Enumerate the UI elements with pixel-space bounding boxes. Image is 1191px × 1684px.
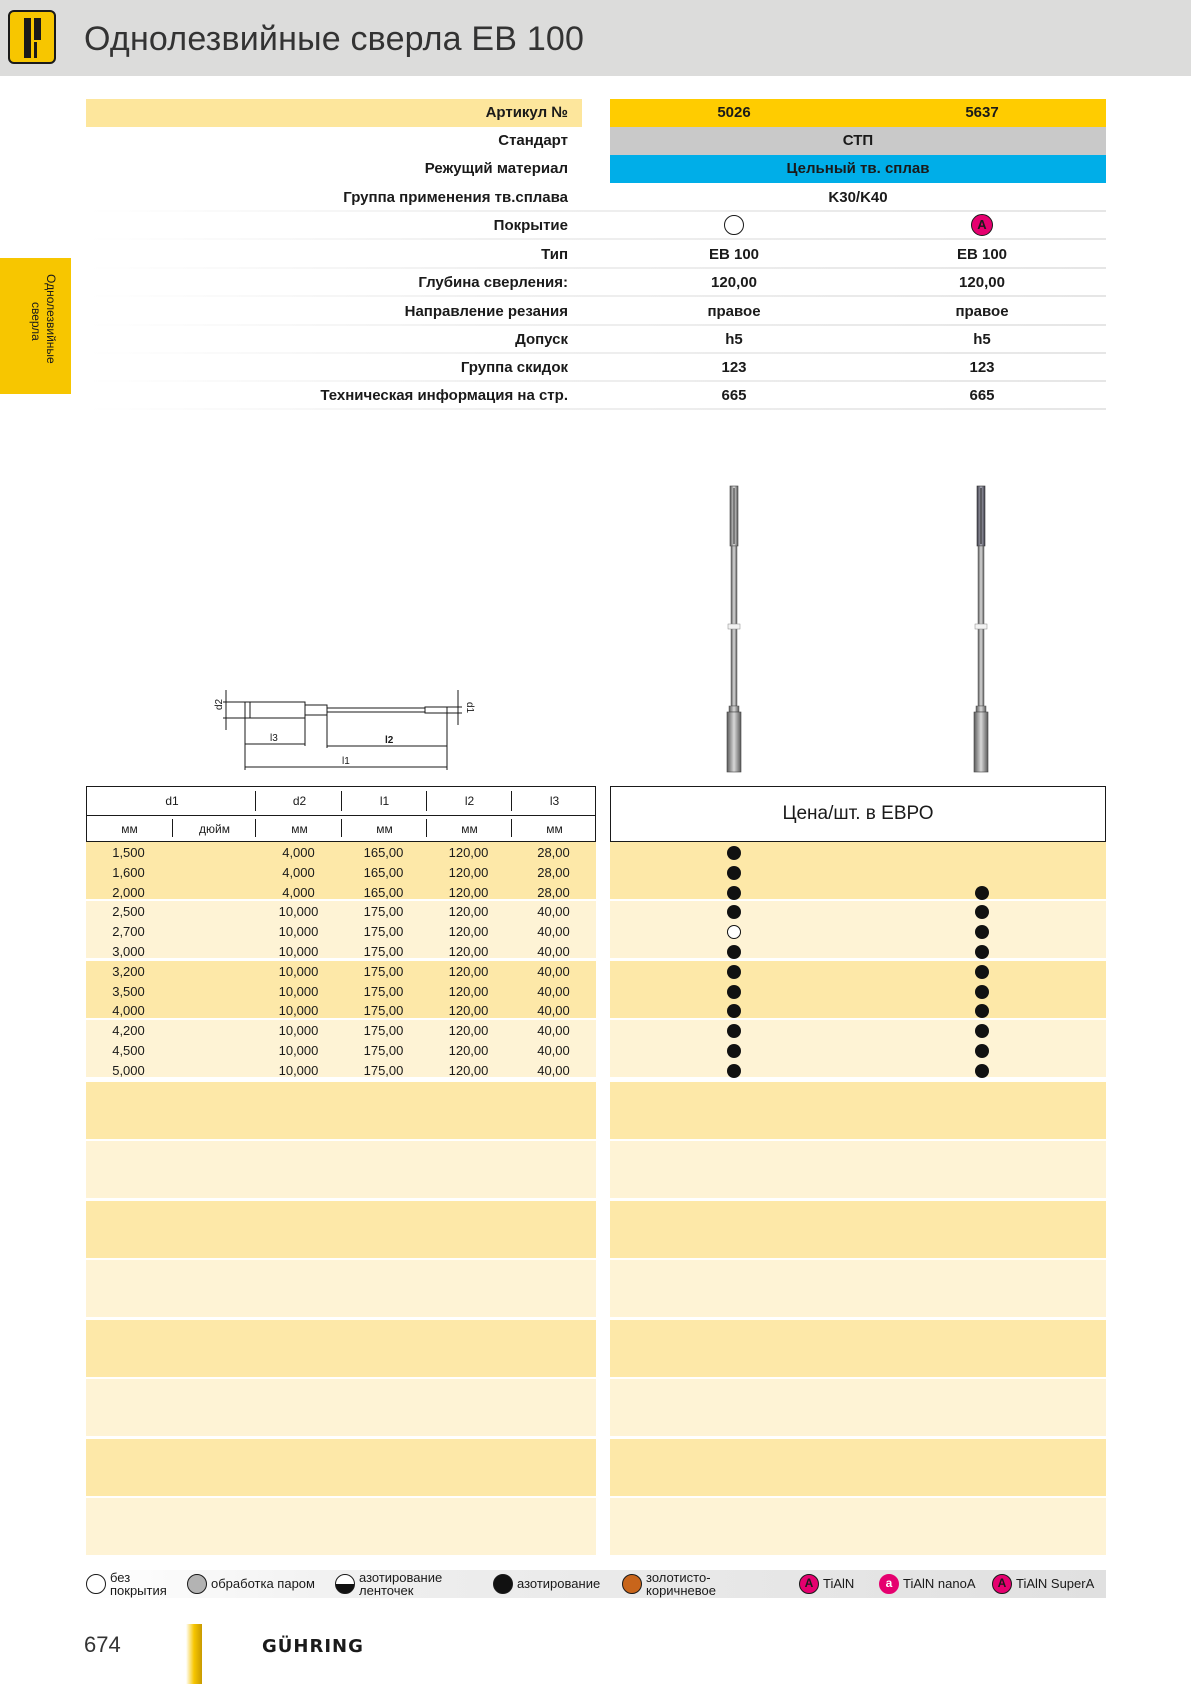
availability-row (610, 982, 1106, 1002)
table-row (86, 1001, 596, 1021)
band (610, 1082, 1106, 1139)
availability-row (610, 843, 1106, 863)
cell-l1: 175,00 (363, 1003, 404, 1018)
cell-l2: 120,00 (448, 984, 489, 999)
available-icon (975, 1044, 989, 1058)
cell-l3: 40,00 (537, 964, 570, 979)
available-icon (727, 846, 741, 860)
cell-l2: 120,00 (448, 885, 489, 900)
legend-strip-line1: азотирование (359, 1570, 443, 1585)
cell-d1: 5,000 (112, 1063, 145, 1078)
available-icon (727, 1024, 741, 1038)
available-icon (975, 905, 989, 919)
footer-stripe (186, 1624, 202, 1684)
l1-label: l1 (342, 756, 350, 767)
cell-d1: 4,000 (112, 1003, 145, 1018)
row-divider (86, 408, 1106, 410)
spec-row-type (86, 241, 1106, 269)
cell-l2: 120,00 (448, 904, 489, 919)
price-header: Цена/шт. в ЕВРО (610, 786, 1106, 842)
cell-l2: 120,00 (448, 924, 489, 939)
cell-l1: 165,00 (363, 885, 404, 900)
cell-l3: 40,00 (537, 1063, 570, 1078)
cell-d1: 2,500 (112, 904, 145, 919)
tolerance-5637: h5 (973, 331, 991, 348)
cell-l1: 175,00 (363, 924, 404, 939)
legend-steam-label: обработка паром (211, 1576, 315, 1591)
band (610, 1260, 1106, 1317)
availability-row (610, 1021, 1106, 1041)
cell-d1: 1,600 (112, 865, 145, 880)
carbide-group-value: K30/K40 (828, 189, 888, 206)
legend-uncoated-line2: покрытия (110, 1583, 167, 1598)
cell-l1: 175,00 (363, 1043, 404, 1058)
unit-d1-inch: дюйм (199, 822, 230, 836)
available-icon (727, 965, 741, 979)
cell-l2: 120,00 (448, 845, 489, 860)
table-row (86, 1041, 596, 1061)
techinfo-label: Техническая информация на стр. (320, 387, 568, 404)
cell-l3: 28,00 (537, 845, 570, 860)
available-icon (727, 985, 741, 999)
direction-5026: правое (707, 303, 761, 320)
availability-row (610, 883, 1106, 903)
table-row (86, 883, 596, 903)
table-row (86, 922, 596, 942)
tialn-nano-icon: a (879, 1574, 899, 1594)
cell-d1: 4,200 (112, 1023, 145, 1038)
page-number: 674 (84, 1632, 121, 1657)
unit-l1: мм (376, 822, 393, 836)
cell-l3: 40,00 (537, 1003, 570, 1018)
unit-d1-mm: мм (121, 822, 138, 836)
availability-row (610, 863, 1106, 883)
cell-l3: 28,00 (537, 885, 570, 900)
depth-5637: 120,00 (959, 274, 1005, 291)
section-tab (0, 258, 71, 394)
discount-5637: 123 (969, 359, 995, 376)
depth-5026: 120,00 (711, 274, 757, 291)
spec-row-coating (86, 212, 1106, 240)
direction-label: Направление резания (404, 303, 568, 320)
cell-d1: 2,000 (112, 885, 145, 900)
legend-tialn-nano-label: TiAlN nanoA (903, 1576, 976, 1591)
techinfo-5026: 665 (721, 387, 747, 404)
legend-strip-line2: ленточек (359, 1583, 414, 1598)
available-icon (975, 1064, 989, 1078)
availability-row (610, 942, 1106, 962)
article-5026: 5026 (610, 99, 858, 127)
band (86, 1201, 596, 1258)
available-icon (727, 905, 741, 919)
cell-d1: 4,500 (112, 1043, 145, 1058)
available-icon (727, 1004, 741, 1018)
cell-l1: 175,00 (363, 1063, 404, 1078)
row-divider (86, 238, 1106, 240)
cell-l2: 120,00 (448, 944, 489, 959)
available-icon (727, 866, 741, 880)
cell-d1: 3,200 (112, 964, 145, 979)
row-divider (86, 295, 1106, 297)
cell-d1: 3,500 (112, 984, 145, 999)
cell-d2: 10,000 (278, 1023, 319, 1038)
carbide-group-label: Группа применения тв.сплава (343, 189, 568, 206)
cell-d2: 10,000 (278, 964, 319, 979)
availability-row (610, 1041, 1106, 1061)
brand-logo: GÜHRING (262, 1636, 364, 1657)
legend-gold-line2: коричневое (646, 1583, 716, 1598)
discount-label: Группа скидок (460, 359, 568, 376)
page-title: Однолезвийные сверла EB 100 (84, 20, 585, 58)
section-tab-label-line2: сверла (29, 302, 43, 341)
header-d1: d1 (165, 794, 179, 808)
cell-l2: 120,00 (448, 1023, 489, 1038)
table-row (86, 942, 596, 962)
cell-d2: 4,000 (282, 865, 315, 880)
uncoated-icon (724, 215, 744, 235)
cell-l2: 120,00 (448, 964, 489, 979)
cell-l1: 175,00 (363, 1023, 404, 1038)
tialn-super-icon: A (992, 1574, 1012, 1594)
legend-uncoated-line1: без (110, 1570, 131, 1585)
cell-d2: 10,000 (278, 924, 319, 939)
available-icon (975, 985, 989, 999)
spec-row-direction (86, 298, 1106, 326)
cell-l1: 165,00 (363, 865, 404, 880)
header-divider (87, 815, 595, 816)
cell-l1: 175,00 (363, 964, 404, 979)
cell-d2: 10,000 (278, 1063, 319, 1078)
cell-l3: 40,00 (537, 944, 570, 959)
direction-5637: правое (955, 303, 1009, 320)
available-icon (975, 1024, 989, 1038)
drill-5026-image (722, 484, 746, 774)
material-label: Режущий материал (424, 160, 568, 177)
cell-d2: 10,000 (278, 1003, 319, 1018)
legend-tialn-super-label: TiAlN SuperA (1016, 1576, 1095, 1591)
spec-row-standard (86, 127, 1106, 155)
l3-label: l3 (270, 733, 278, 744)
nitrided-icon (493, 1574, 513, 1594)
d1-label: d1 (464, 702, 475, 714)
partial-availability-icon (727, 925, 741, 939)
cell-l3: 40,00 (537, 904, 570, 919)
cell-d2: 10,000 (278, 1043, 319, 1058)
cell-d2: 10,000 (278, 984, 319, 999)
header-l1: l1 (379, 794, 390, 808)
coating-label: Покрытие (493, 217, 568, 234)
unit-l2: мм (461, 822, 478, 836)
cell-l2: 120,00 (448, 865, 489, 880)
band (610, 1201, 1106, 1258)
unit-d2: мм (291, 822, 308, 836)
band (86, 1320, 596, 1377)
cell-d1: 3,000 (112, 944, 145, 959)
available-icon (727, 1044, 741, 1058)
legend-tialn-label: TiAlN (823, 1576, 855, 1591)
standard-value: СТП (610, 127, 1106, 155)
type-5026: EB 100 (708, 246, 760, 263)
spec-row-carbide-group (86, 184, 1106, 212)
type-label: Тип (541, 246, 568, 263)
section-tab-label-line1: Однолезвийные (44, 274, 58, 364)
band (610, 1141, 1106, 1198)
cell-l3: 40,00 (537, 924, 570, 939)
available-icon (975, 945, 989, 959)
techinfo-5637: 665 (969, 387, 995, 404)
spec-row-depth (86, 269, 1106, 297)
band (610, 1498, 1106, 1555)
drill-logo-icon (8, 10, 56, 64)
spec-row-material (86, 155, 1106, 183)
available-icon (727, 945, 741, 959)
table-row (86, 1021, 596, 1041)
cell-d2: 4,000 (282, 845, 315, 860)
dimension-table-header (86, 786, 596, 842)
band (86, 1439, 596, 1496)
d2-label: d2 (214, 698, 225, 710)
availability-row (610, 1061, 1106, 1081)
available-icon (975, 965, 989, 979)
cell-l1: 175,00 (363, 904, 404, 919)
type-5637: EB 100 (956, 246, 1008, 263)
cell-d1: 2,700 (112, 924, 145, 939)
band (86, 1498, 596, 1555)
table-row (86, 1061, 596, 1081)
coating-legend (86, 1570, 1106, 1598)
drill-5637-image (969, 484, 993, 774)
strip-nitrided-icon (335, 1574, 355, 1594)
available-icon (975, 886, 989, 900)
discount-5026: 123 (721, 359, 747, 376)
availability-row (610, 922, 1106, 942)
band (610, 1320, 1106, 1377)
availability-row (610, 962, 1106, 982)
tialn-coating-icon: A (971, 214, 993, 236)
material-value: Цельный тв. сплав (610, 155, 1106, 183)
spec-row-article (86, 99, 1106, 127)
cell-l1: 175,00 (363, 984, 404, 999)
table-row (86, 962, 596, 982)
cell-l1: 165,00 (363, 845, 404, 860)
availability-row (610, 902, 1106, 922)
l2-label: l2 (385, 735, 394, 746)
steam-treated-icon (187, 1574, 207, 1594)
table-row (86, 843, 596, 863)
band (86, 1260, 596, 1317)
cell-l1: 175,00 (363, 944, 404, 959)
legend-gold-line1: золотисто- (646, 1570, 711, 1585)
standard-label: Стандарт (498, 132, 568, 149)
cell-l3: 40,00 (537, 1023, 570, 1038)
tolerance-5026: h5 (725, 331, 743, 348)
header-d2: d2 (292, 794, 307, 808)
unit-l3: мм (546, 822, 563, 836)
cell-d2: 10,000 (278, 944, 319, 959)
header-l3: l3 (549, 794, 560, 808)
depth-label: Глубина сверления: (418, 274, 568, 291)
table-row (86, 863, 596, 883)
band (86, 1141, 596, 1198)
cell-d1: 1,500 (112, 845, 145, 860)
cell-l2: 120,00 (448, 1063, 489, 1078)
available-icon (975, 925, 989, 939)
article-5637: 5637 (858, 99, 1106, 127)
available-icon (727, 1064, 741, 1078)
drill-dimension-drawing (200, 680, 490, 770)
cell-l2: 120,00 (448, 1003, 489, 1018)
cell-d2: 10,000 (278, 904, 319, 919)
availability-row (610, 1001, 1106, 1021)
table-row (86, 902, 596, 922)
table-row (86, 982, 596, 1002)
uncoated-icon (86, 1574, 106, 1594)
tialn-icon: A (799, 1574, 819, 1594)
spec-row-discount (86, 354, 1106, 382)
band (610, 1379, 1106, 1436)
cell-l3: 40,00 (537, 1043, 570, 1058)
spec-row-tolerance (86, 326, 1106, 354)
header-l2: l2 (464, 794, 475, 808)
cell-l3: 40,00 (537, 984, 570, 999)
tolerance-label: Допуск (515, 331, 568, 348)
band (86, 1082, 596, 1139)
band (610, 1439, 1106, 1496)
page-header (0, 0, 1191, 76)
spec-row-techinfo (86, 382, 1106, 410)
gold-brown-icon (622, 1574, 642, 1594)
available-icon (727, 886, 741, 900)
cell-l3: 28,00 (537, 865, 570, 880)
band (86, 1379, 596, 1436)
cell-d2: 4,000 (282, 885, 315, 900)
legend-nitrided-label: азотирование (517, 1576, 601, 1591)
article-label: Артикул № (86, 99, 582, 127)
available-icon (975, 1004, 989, 1018)
cell-l2: 120,00 (448, 1043, 489, 1058)
